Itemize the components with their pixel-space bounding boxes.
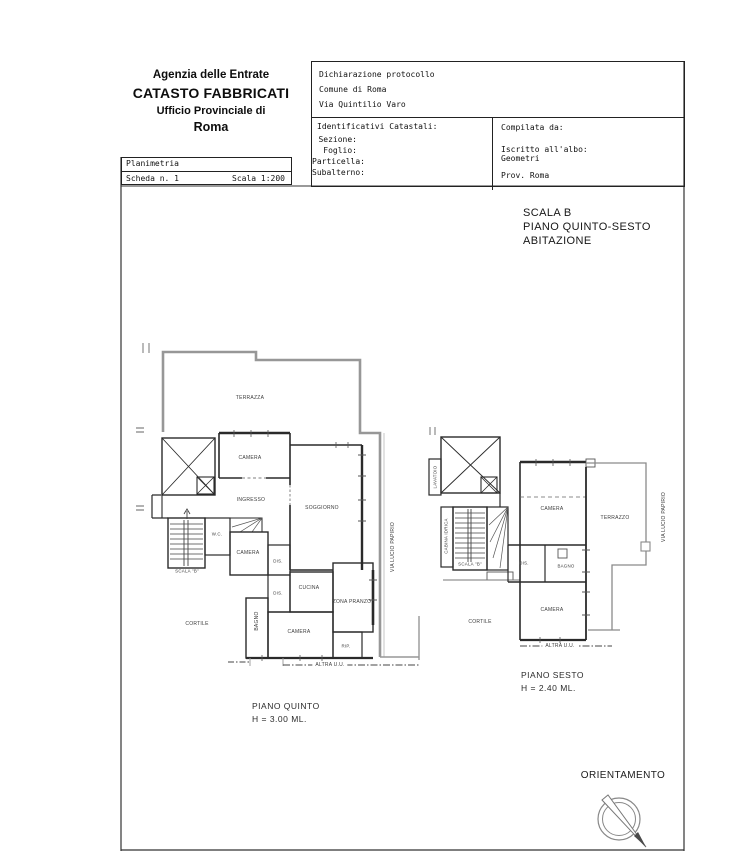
floor6-caption-name: PIANO SESTO — [521, 670, 584, 680]
floor6-caption-height: H = 2.40 ML. — [521, 682, 576, 693]
declaration-box — [311, 61, 685, 187]
declaration-street: Via Quintilio Varo — [319, 100, 406, 109]
field-sezione: Sezione: — [318, 135, 357, 144]
registered-profession: Geometri — [501, 154, 540, 163]
agency-name: Agenzia delle Entrate — [152, 69, 270, 81]
room-label-scala-f6: SCALA "B" — [458, 561, 482, 567]
room-label-altra-uu-f6: ALTRA U.U. — [542, 643, 577, 649]
compiled-by-label: Compilata da: — [501, 123, 564, 132]
room-label-cucina: CUCINA — [298, 585, 320, 591]
field-foglio: Foglio: — [323, 146, 357, 155]
room-label-wc: W.C. — [211, 531, 223, 537]
floor5-caption-height: H = 3.00 ML. — [252, 713, 307, 724]
room-label-dis-f6: DIS. — [519, 560, 529, 566]
room-label-altra-uu-f5: ALTRA U.U. — [312, 662, 347, 668]
room-label-ingresso: INGRESSO — [236, 497, 266, 503]
orientation-label: ORIENTAMENTO — [580, 770, 666, 781]
street-label-f6: VIA LUCIO PAPIRIO — [661, 491, 667, 543]
plan-heading-stair: SCALA B — [523, 207, 572, 219]
scale-value: Scala 1:200 — [232, 174, 285, 183]
room-label-lavatoio: LAVATOIO — [432, 465, 438, 489]
plan-heading — [523, 206, 651, 248]
room-label-cortile-f6: CORTILE — [468, 619, 492, 625]
field-particella: Particella: — [312, 157, 365, 166]
registered-label: Iscritto all'albo: — [501, 145, 588, 154]
room-label-bagno-f6: BAGNO — [557, 563, 575, 569]
declaration-municipality: Comune di Roma — [319, 85, 387, 94]
floor6-plan-drawing — [429, 427, 650, 646]
office-line: Ufficio Provinciale di — [156, 105, 266, 117]
room-label-camera-bottom-f5: CAMERA — [287, 629, 311, 635]
floor5-caption-name: PIANO QUINTO — [252, 701, 320, 711]
room-label-bagno-f5: BAGNO — [254, 611, 260, 631]
plan-heading-floors: PIANO QUINTO-SESTO — [523, 221, 651, 233]
room-label-camera-top-f5: CAMERA — [238, 455, 262, 461]
planimetria-box — [121, 157, 292, 185]
compass-icon — [598, 795, 646, 847]
field-subalterno: Subalterno: — [312, 168, 365, 177]
room-label-terrazza: TERRAZZA — [235, 395, 265, 401]
room-label-camera-mid-f5: CAMERA — [236, 550, 260, 556]
floor5-plan-drawing — [136, 343, 419, 666]
declaration-protocol: Dichiarazione protocollo — [319, 70, 435, 79]
agency-header — [128, 69, 294, 134]
room-label-scala-f5: SCALA "B" — [175, 568, 199, 574]
room-label-cortile-f5: CORTILE — [185, 621, 209, 627]
room-label-dis2-f5: DIS. — [273, 590, 283, 596]
room-label-cabina-idrica: CABINA IDRICA — [443, 518, 449, 554]
street-label-f5: VIA LUCIO PAPIRIO — [390, 521, 396, 573]
room-label-camera-bottom-f6: CAMERA — [540, 607, 564, 613]
room-label-soggiorno: SOGGIORNO — [305, 505, 339, 511]
room-label-terrazzo: TERRAZZO — [600, 515, 630, 521]
province-label: Prov. Roma — [501, 171, 550, 180]
room-label-camera-top-f6: CAMERA — [540, 506, 564, 512]
floor5-caption — [252, 700, 320, 725]
room-label-zona-pranzo: ZONA PRANZO — [332, 599, 372, 605]
registry-name: CATASTO FABBRICATI — [132, 85, 290, 101]
cadastral-ids-title: Identificativi Catastali: — [317, 122, 438, 131]
plan-heading-use: ABITAZIONE — [523, 235, 592, 247]
room-label-dis1-f5: DIS. — [273, 558, 283, 564]
office-city: Roma — [193, 120, 229, 134]
planimetria-title: Planimetria — [122, 158, 291, 172]
sheet-number: Scheda n. 1 — [126, 174, 179, 183]
floor6-caption — [521, 669, 584, 694]
room-label-rip: RIP. — [341, 643, 351, 649]
